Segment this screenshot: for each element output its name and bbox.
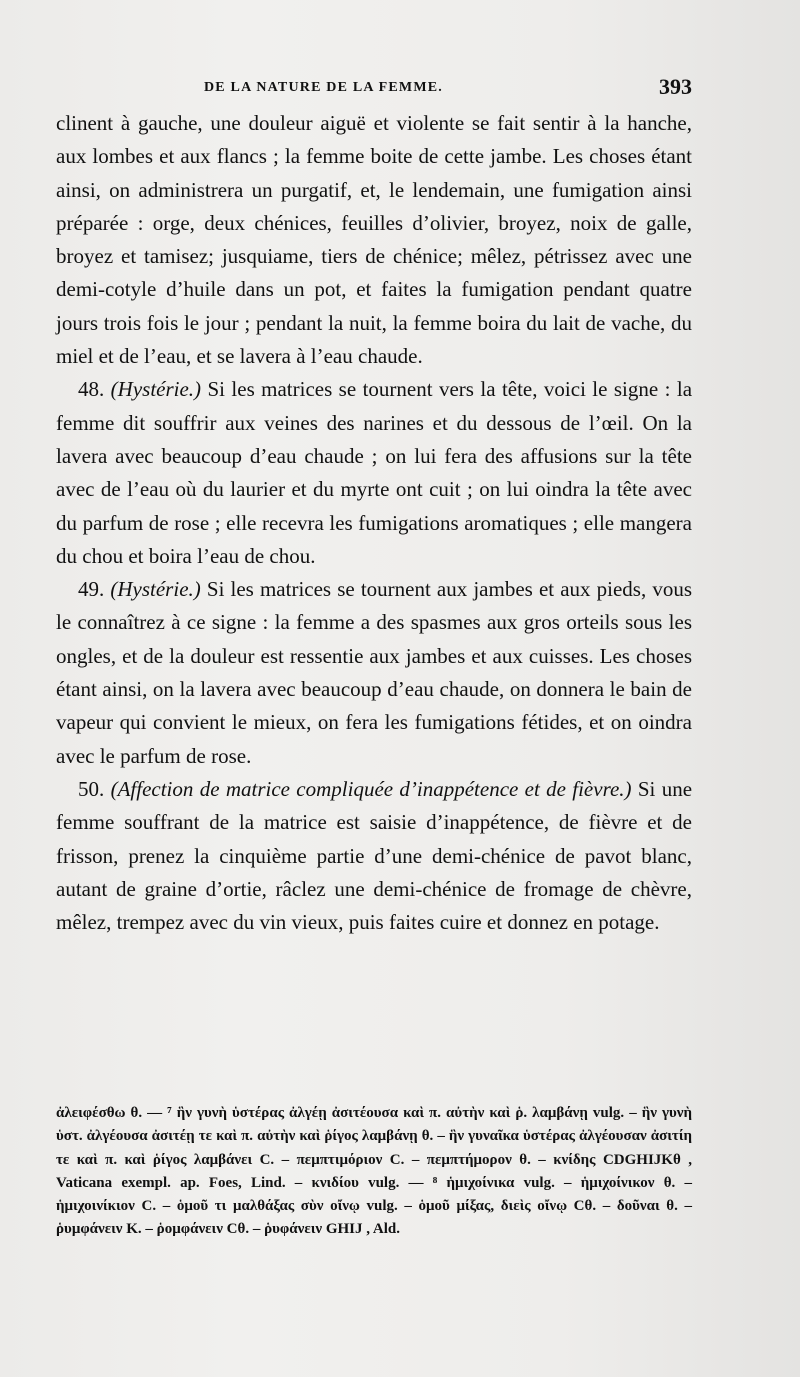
paragraph-49 — [56, 573, 692, 773]
paragraph-50 — [56, 773, 692, 939]
paragraph-number: 49. — [78, 577, 105, 602]
section-title: (Hystérie.) — [110, 377, 202, 402]
paragraph-continued: clinent à gauche, une douleur aiguë et violente se fait sentir à la hanche, aux lombes et aux flancs ; la femme boite de cette jambe. Les choses étant ainsi, on administrera un purgatif, et, le lendemain, une fumigation ainsi préparée : orge, deux chénices, feuilles d’olivier, broyez, noix de galle, broyez et tamisez; jusquiame, tiers de chénice; mêlez, pétrissez avec une demi-cotyle d’huile dans un pot, et faites la fumigation pendant quatre jours trois fois le jour ; pendant la nuit, la femme boira du lait de vache, du miel et de l’eau, et se lavera à l’eau chaude. — [56, 111, 692, 369]
footnote-text: ἀλειφέσθω θ. — ⁷ ἣν γυνὴ ὑστέρας ἀλγέῃ ἀσιτέουσα καὶ π. αὐτὴν καὶ ῥ. λαμβάνῃ vulg. – ἣν γυνὴ ὑστ. ἀλγέουσα ἀσιτέῃ τε καὶ π. αὐτὴν καὶ ῥίγος λαμβάνῃ θ. – ἣν γυναῖκα ὑστέρας ἀλγέουσαν ἀσιτίη τε καὶ π. καὶ ῥίγος λαμβάνει C. – πεμπτιμόριον C. – πεμπτήμορον θ. – κνίδης CDGHIJKθ , Vaticana exempl. ap. Foes, Lind. – κνιδίου vulg. — ⁸ ἡμιχοίνικα vulg. – ἡμιχοίνικον θ. – ἡμιχοινίκιον C. – ὁμοῦ τι μαλθάξας σὺν οἴνῳ vulg. – ὁμοῦ μίξας, διεὶς οἴνῳ Cθ. – δοῦναι θ. – ῥυμφάνειν K. – ῥομφάνειν Cθ. – ῥυφάνειν GHIJ , Ald. — [56, 1105, 692, 1238]
paragraph-text: Si une femme souffrant de la matrice est saisie d’inappétence, de fièvre et de frisson, prenez la cinquième partie d’une demi-chénice de pavot blanc, autant de graine d’ortie, râclez une demi-chénice de fromage de chèvre, mêlez, trempez avec du vin vieux, puis faites cuire et donnez en potage. — [56, 776, 693, 935]
paragraph-text: Si les matrices se tournent vers la tête, voici le signe : la femme dit souffrir aux veines des narines et du dessous de l’œil. On la lavera avec beaucoup d’eau chaude ; on lui fera des affusions sur la tête avec de l’eau où du laurier et du myrte ont cuit ; on lui oindra la tête avec du parfum de rose ; elle recevra les fumigations aromatiques ; elle mangera du chou et boira l’eau de chou. — [56, 377, 693, 568]
page-number: 393 — [659, 74, 692, 99]
footnotes — [56, 1102, 692, 1242]
running-head: DE LA NATURE DE LA FEMME. — [204, 80, 443, 95]
paragraph-number: 50. — [78, 776, 105, 801]
paragraph-48 — [56, 373, 692, 573]
paragraph-text: Si les matrices se tournent aux jambes et aux pieds, vous le connaîtrez à ce signe : la femme a des spasmes aux gros orteils sous les ongles, et de la douleur est ressentie aux jambes et aux cuisses. Les choses étant ainsi, on la lavera avec beaucoup d’eau chaude, on donnera le bain de vapeur qui convient le mieux, on fera les fumigations fétides, et on oindra avec le parfum de rose. — [56, 577, 693, 768]
paragraph-number: 48. — [78, 377, 105, 402]
section-title: (Affection de matrice compliquée d’inappétence et de fièvre.) — [110, 776, 632, 801]
page-header — [56, 74, 692, 104]
section-title: (Hystérie.) — [110, 577, 201, 602]
main-text — [56, 107, 692, 939]
